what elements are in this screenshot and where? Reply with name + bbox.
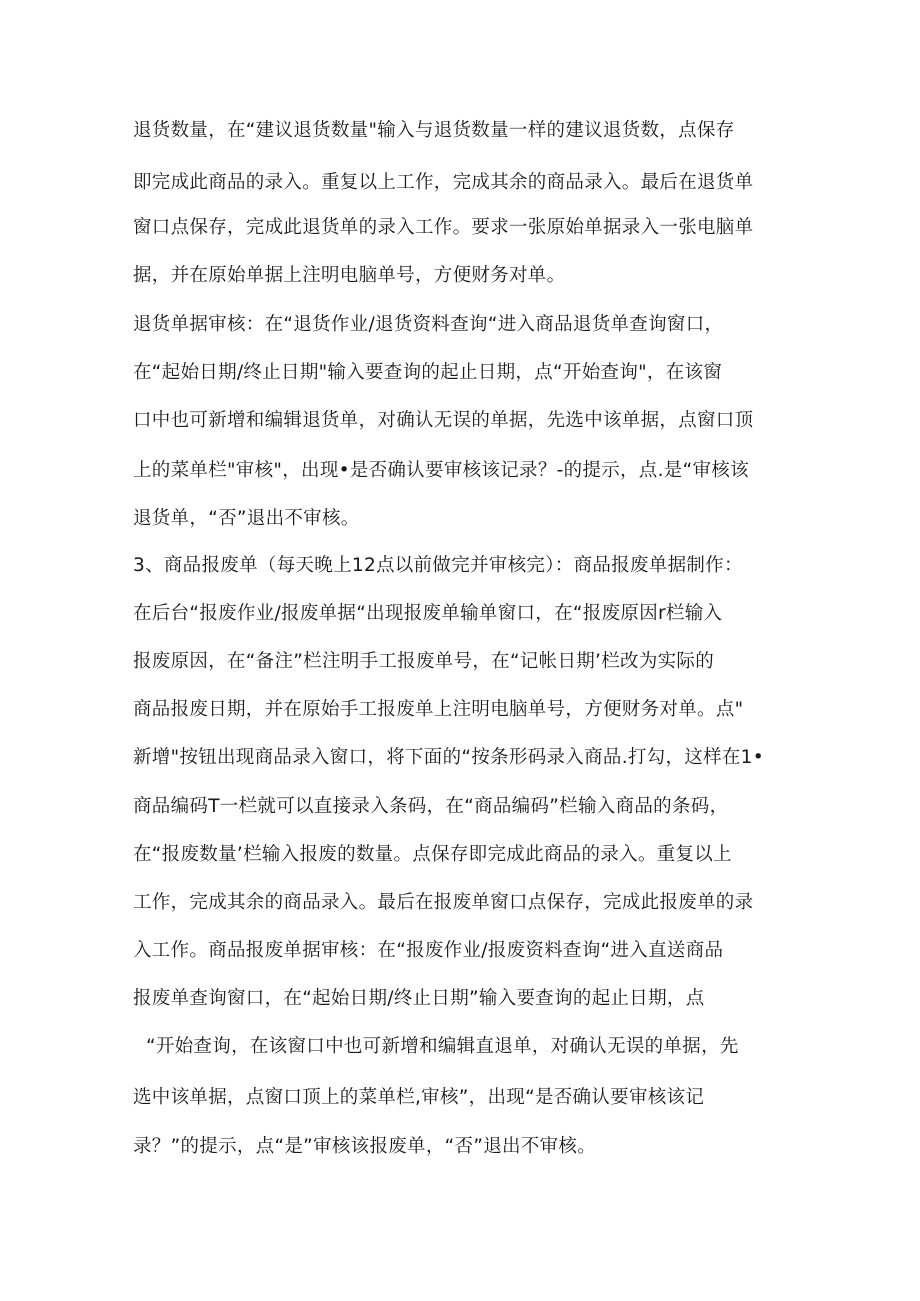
text-line: 商品编码T一栏就可以直接录入条码，在“商品编码”栏输入商品的条码， xyxy=(133,796,729,817)
text-line: 窗口点保存，完成此退货单的录入工作。要求一张原始单据录入一张电脑单 xyxy=(133,217,754,238)
text-line: 录？”的提示，点“是”审核该报废单，“否”退出不审核。 xyxy=(133,1136,597,1157)
text-line: 在后台“报废作业/报废单据“出现报废单输单窗口，在“报废原因r栏输入 xyxy=(133,603,723,624)
text-line: 3、商品报废单（每天晚上12点以前做完并审核完）：商品报废单据制作： xyxy=(133,555,743,576)
text-line: 在“起始日期/终止日期"输入要查询的起止日期，点“开始查询"，在该窗 xyxy=(133,362,723,383)
text-line: 报废单查询窗口，在“起始日期/终止日期”输入要查询的起止日期，点 xyxy=(133,988,705,1009)
text-line: 上的菜单栏"审核"，出现•是否确认要审核该记录？-的提示，点.是“审核该 xyxy=(133,460,749,481)
text-line: 工作，完成其余的商品录入。最后在报废单窗口点保存，完成此报废单的录 xyxy=(133,892,754,913)
text-line: 新增"按钮出现商品录入窗口，将下面的“按条形码录入商品.打勾，这样在1• xyxy=(133,747,764,768)
text-line: 退货单据审核：在“退货作业/退货资料查询“进入商品退货单查询窗口， xyxy=(133,314,724,335)
text-line: 口中也可新增和编辑退货单，对确认无误的单据，先选中该单据，点窗口顶 xyxy=(133,410,754,431)
text-line: 退货单，“否”退出不审核。 xyxy=(133,508,360,529)
text-line: 入工作。商品报废单据审核：在“报废作业/报废资料查询“进入直送商品 xyxy=(133,940,724,961)
text-line: 在“报废数量’栏输入报废的数量。点保存即完成此商品的录入。重复以上 xyxy=(133,844,732,865)
text-line: 报废原因，在“备注”栏注明手工报废单号，在“记帐日期’栏改为实际的 xyxy=(133,651,715,672)
text-line: 商品报废日期，并在原始手工报废单上注明电脑单号，方便财务对单。点" xyxy=(133,699,744,720)
text-line: “开始查询，在该窗口中也可新增和编辑直退单，对确认无误的单据，先 xyxy=(146,1036,739,1057)
text-line: 即完成此商品的录入。重复以上工作，完成其余的商品录入。最后在退货单 xyxy=(133,172,754,193)
text-line: 据，并在原始单据上注明电脑单号，方便财务对单。 xyxy=(133,265,566,286)
text-line: 选中该单据，点窗口顶上的菜单栏,审核”，出现“是否确认要审核该记 xyxy=(133,1087,705,1108)
text-line: 退货数量，在“建议退货数量"输入与退货数量一样的建议退货数，点保存 xyxy=(133,120,735,141)
